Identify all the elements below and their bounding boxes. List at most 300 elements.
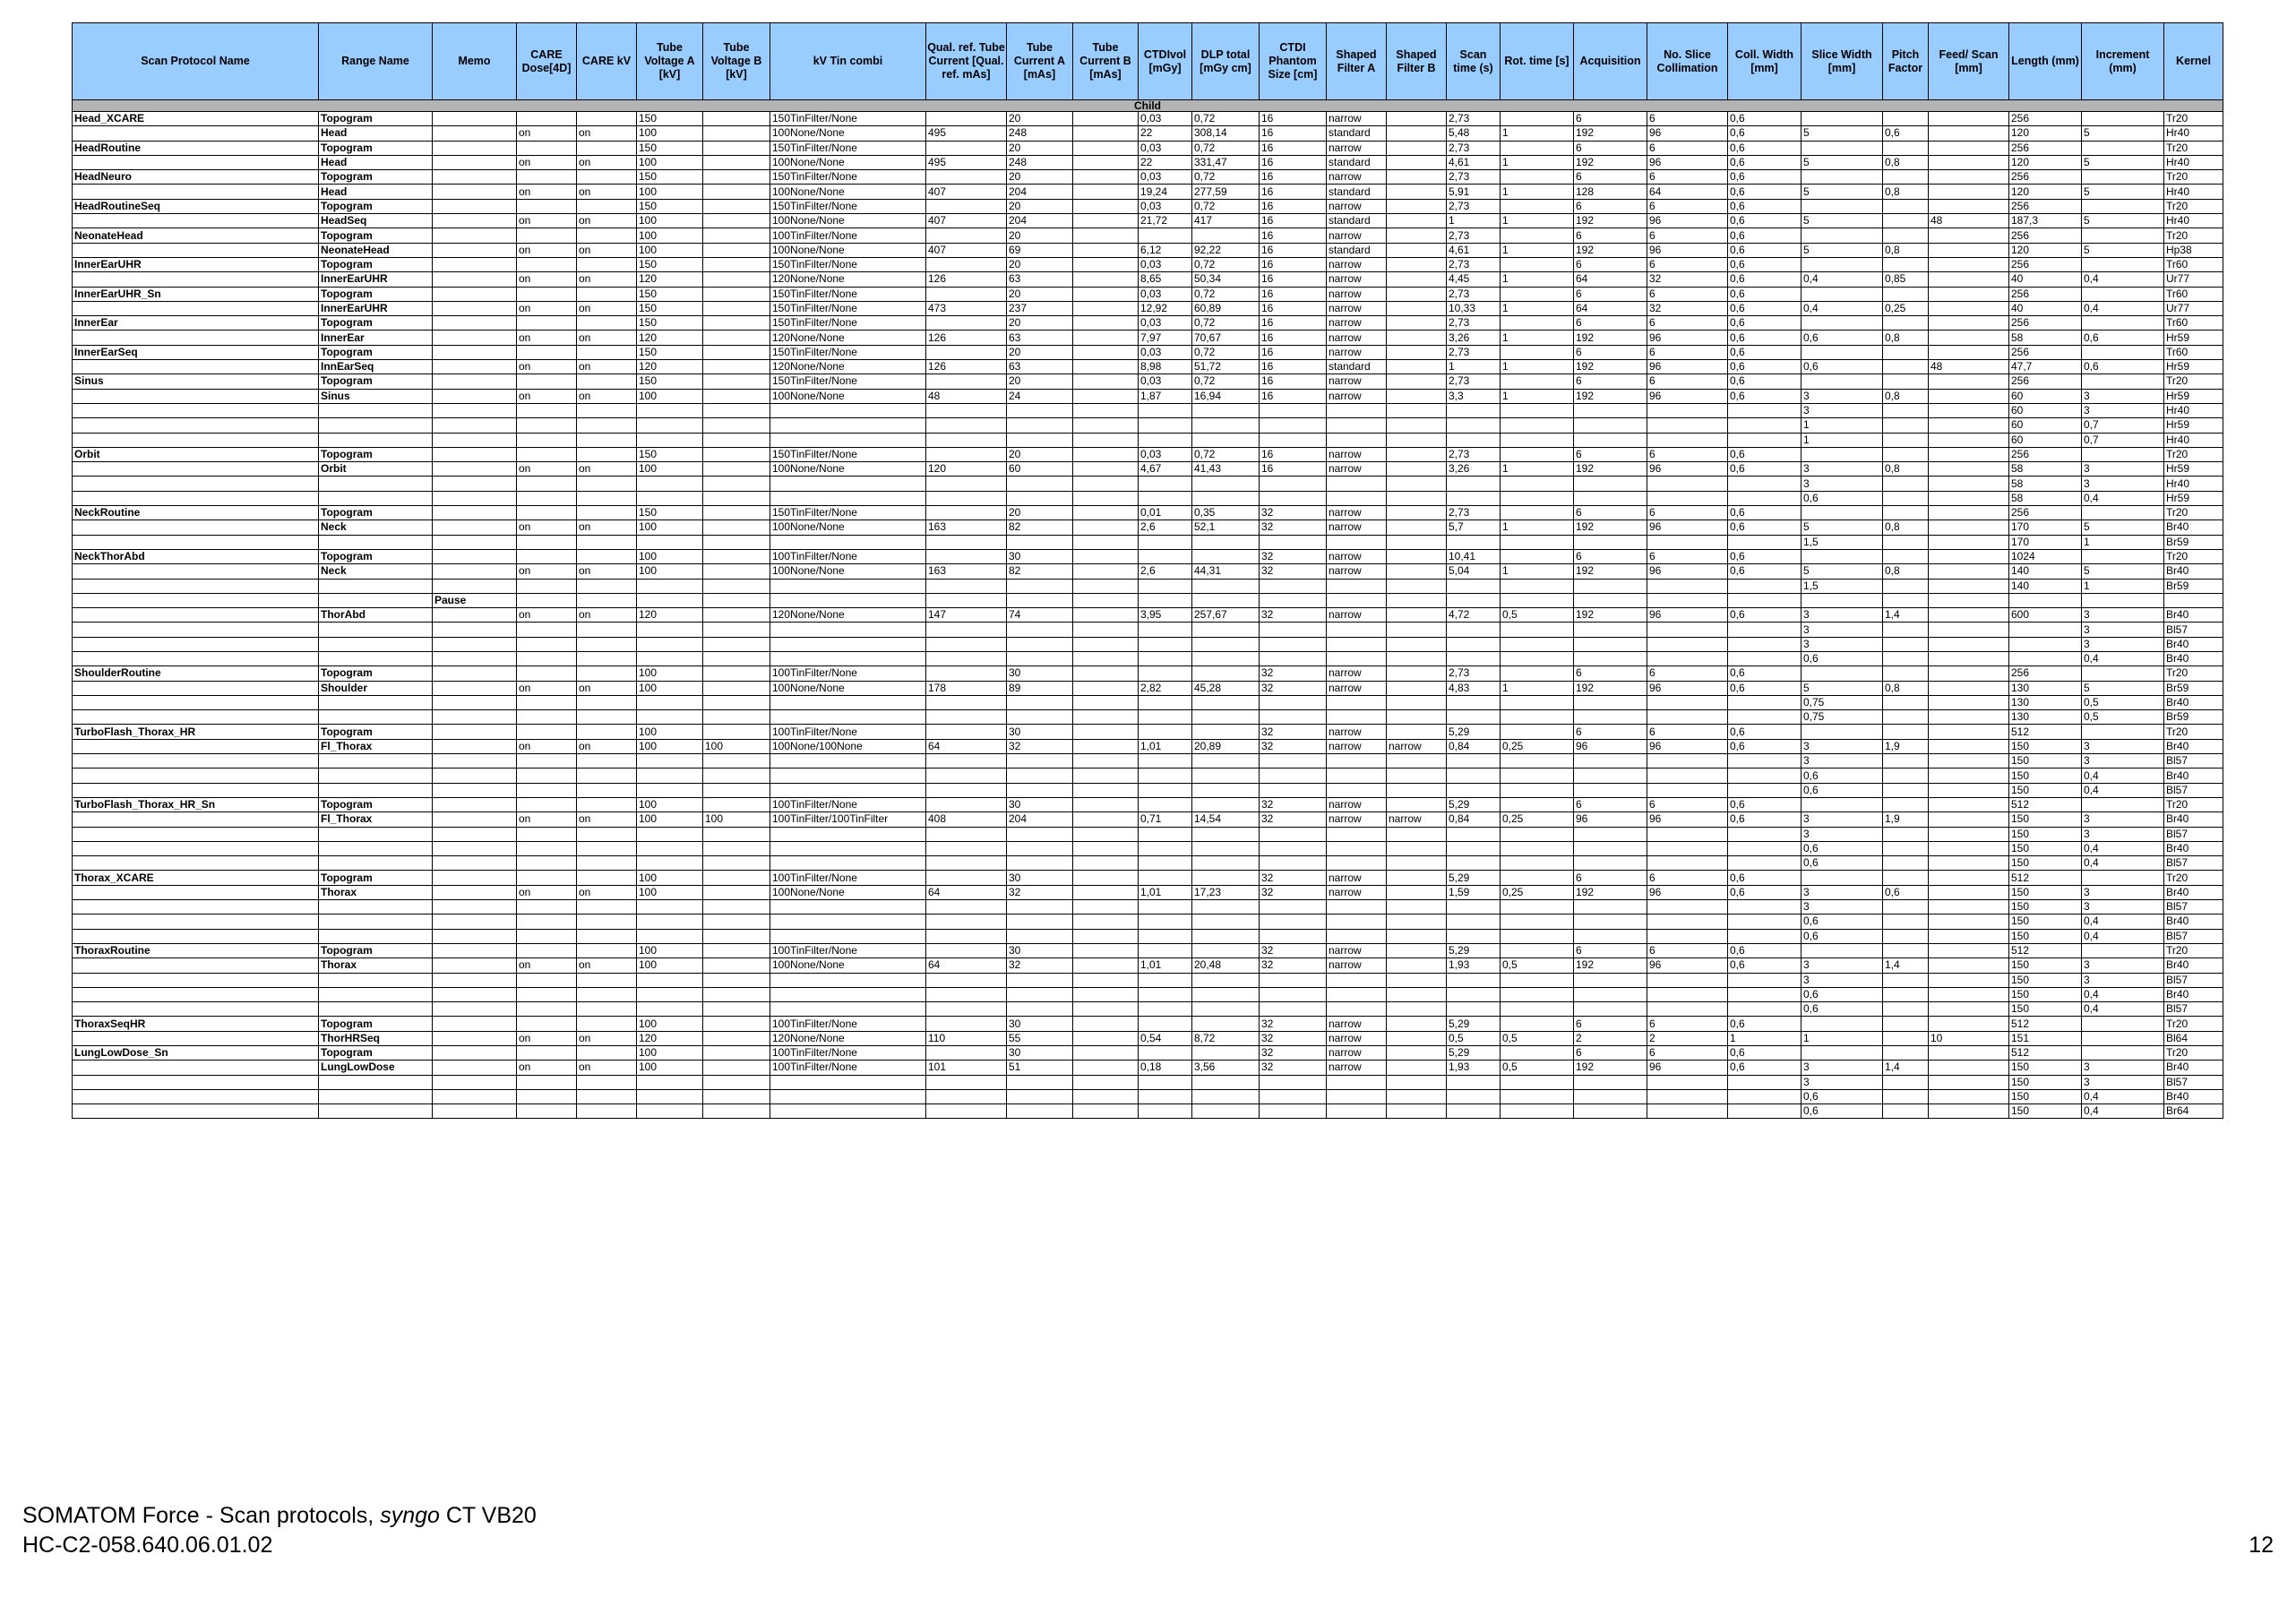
table-cell xyxy=(1387,900,1447,915)
table-cell xyxy=(1139,695,1192,709)
table-cell xyxy=(926,1002,1007,1017)
table-cell xyxy=(319,403,433,417)
table-cell: Tr20 xyxy=(2164,141,2223,155)
table-cell xyxy=(433,1075,517,1089)
table-cell xyxy=(1139,535,1192,549)
table-cell xyxy=(1501,477,1574,491)
table-row xyxy=(73,769,2223,783)
table-cell xyxy=(1327,623,1387,637)
table-cell xyxy=(1501,637,1574,651)
table-cell xyxy=(1387,623,1447,637)
table-cell xyxy=(577,491,637,505)
table-cell: 6 xyxy=(1574,374,1647,389)
table-cell: 32 xyxy=(1260,797,1327,812)
table-cell: 150TinFilter/None xyxy=(770,141,926,155)
table-cell: 16 xyxy=(1260,257,1327,271)
table-cell xyxy=(1073,1031,1139,1045)
table-cell xyxy=(1192,666,1260,681)
table-cell xyxy=(433,185,517,199)
table-cell xyxy=(1387,272,1447,287)
table-cell: 1 xyxy=(1802,418,1883,433)
table-cell xyxy=(770,491,926,505)
table-cell: Tr20 xyxy=(2164,112,2223,126)
table-cell xyxy=(1192,228,1260,243)
table-cell: on xyxy=(577,272,637,287)
table-cell xyxy=(926,141,1007,155)
table-cell xyxy=(1929,549,2009,563)
table-cell xyxy=(1883,491,1929,505)
table-cell xyxy=(73,243,319,257)
table-cell xyxy=(1260,929,1327,943)
column-header: CTDIvol [mGy] xyxy=(1139,23,1192,100)
table-cell xyxy=(517,973,577,987)
table-cell xyxy=(577,900,637,915)
table-cell: 0,6 xyxy=(1728,871,1802,885)
table-cell xyxy=(703,1089,770,1103)
table-cell xyxy=(433,987,517,1001)
table-cell: on xyxy=(577,331,637,345)
table-cell: 1 xyxy=(1501,331,1574,345)
table-cell xyxy=(1883,725,1929,739)
table-cell xyxy=(1073,900,1139,915)
table-cell xyxy=(1929,637,2009,651)
table-cell xyxy=(1574,651,1647,666)
table-cell xyxy=(1501,112,1574,126)
table-cell xyxy=(1501,666,1574,681)
table-cell: 4,72 xyxy=(1447,608,1501,623)
table-cell xyxy=(1073,272,1139,287)
table-cell xyxy=(1387,973,1447,987)
table-cell xyxy=(433,257,517,271)
table-cell xyxy=(73,1089,319,1103)
table-cell: 1,01 xyxy=(1139,885,1192,899)
table-cell: 1 xyxy=(1802,1031,1883,1045)
table-cell xyxy=(1007,1104,1073,1119)
table-cell xyxy=(637,623,703,637)
table-cell: 63 xyxy=(1007,331,1073,345)
column-header: Feed/ Scan [mm] xyxy=(1929,23,2009,100)
table-row xyxy=(73,491,2223,505)
table-cell: Hr59 xyxy=(2164,360,2223,374)
table-cell: 0,6 xyxy=(1728,389,1802,403)
table-cell xyxy=(1574,695,1647,709)
table-cell: 100 xyxy=(637,214,703,228)
table-cell xyxy=(703,1002,770,1017)
table-cell: 5,7 xyxy=(1447,520,1501,535)
table-cell: 0,72 xyxy=(1192,112,1260,126)
table-row xyxy=(73,651,2223,666)
table-cell: 3 xyxy=(1802,885,1883,899)
table-cell xyxy=(1073,623,1139,637)
table-cell: 150 xyxy=(637,199,703,213)
table-cell xyxy=(637,433,703,447)
table-cell: narrow xyxy=(1327,170,1387,185)
table-cell: 0,71 xyxy=(1139,812,1192,827)
table-cell xyxy=(73,841,319,855)
table-cell xyxy=(2082,112,2164,126)
table-cell xyxy=(1728,987,1802,1001)
table-cell: 178 xyxy=(926,681,1007,695)
table-cell: 1 xyxy=(1447,214,1501,228)
table-cell: 0,4 xyxy=(2082,1002,2164,1017)
table-cell xyxy=(703,1075,770,1089)
table-cell xyxy=(433,710,517,725)
table-row xyxy=(73,360,2223,374)
table-cell: Br40 xyxy=(2164,739,2223,753)
table-cell xyxy=(1260,973,1327,987)
table-row xyxy=(73,257,2223,271)
table-row xyxy=(73,841,2223,855)
table-cell xyxy=(1073,812,1139,827)
table-cell: 3,56 xyxy=(1192,1061,1260,1075)
column-header: Tube Current B [mAs] xyxy=(1073,23,1139,100)
table-cell xyxy=(1260,900,1327,915)
table-cell: 0,6 xyxy=(1728,243,1802,257)
table-cell xyxy=(1929,345,2009,359)
table-cell: 150 xyxy=(2009,987,2082,1001)
table-cell xyxy=(1073,316,1139,331)
table-cell xyxy=(1929,126,2009,141)
table-cell xyxy=(73,651,319,666)
table-cell xyxy=(73,739,319,753)
table-cell xyxy=(577,345,637,359)
table-cell xyxy=(1139,943,1192,957)
table-cell: on xyxy=(577,1031,637,1045)
table-cell xyxy=(1447,1089,1501,1103)
table-cell: 6 xyxy=(1647,725,1728,739)
table-cell: 150TinFilter/None xyxy=(770,301,926,315)
table-cell: Hr40 xyxy=(2164,126,2223,141)
table-cell xyxy=(1647,623,1728,637)
table-cell: 192 xyxy=(1574,520,1647,535)
table-cell xyxy=(1007,1075,1073,1089)
table-cell: 2,73 xyxy=(1447,141,1501,155)
table-cell: 0,6 xyxy=(1728,1017,1802,1031)
table-cell xyxy=(577,579,637,593)
table-cell xyxy=(1073,112,1139,126)
table-cell xyxy=(1929,403,2009,417)
table-cell: 3 xyxy=(1802,462,1883,477)
table-cell: Head_XCARE xyxy=(73,112,319,126)
table-cell xyxy=(2164,593,2223,607)
table-cell: 0,72 xyxy=(1192,345,1260,359)
table-cell xyxy=(637,593,703,607)
table-cell: 120 xyxy=(637,360,703,374)
table-cell: Topogram xyxy=(319,141,433,155)
table-cell xyxy=(926,1017,1007,1031)
table-cell: Tr20 xyxy=(2164,871,2223,885)
table-cell: 163 xyxy=(926,520,1007,535)
table-cell: 58 xyxy=(2009,491,2082,505)
table-cell xyxy=(1883,112,1929,126)
table-cell: 100 xyxy=(637,1046,703,1061)
table-row xyxy=(73,374,2223,389)
table-cell xyxy=(1327,915,1387,929)
table-cell xyxy=(433,651,517,666)
table-cell: 3 xyxy=(1802,754,1883,769)
table-cell: 512 xyxy=(2009,1017,2082,1031)
table-cell: 1 xyxy=(1501,243,1574,257)
table-cell: 64 xyxy=(926,739,1007,753)
table-cell: 16 xyxy=(1260,141,1327,155)
table-cell xyxy=(1883,345,1929,359)
table-cell: 0,6 xyxy=(1728,739,1802,753)
table-cell: 5 xyxy=(2082,185,2164,199)
table-cell: 126 xyxy=(926,360,1007,374)
table-cell xyxy=(433,491,517,505)
table-cell xyxy=(1007,579,1073,593)
table-cell xyxy=(1802,725,1883,739)
table-cell: 150 xyxy=(2009,1061,2082,1075)
table-cell: 16 xyxy=(1260,243,1327,257)
table-cell xyxy=(517,374,577,389)
table-cell: 0,8 xyxy=(1883,462,1929,477)
table-cell: Bl57 xyxy=(2164,900,2223,915)
document-title xyxy=(22,1502,537,1529)
table-cell: 3 xyxy=(2082,477,2164,491)
table-cell xyxy=(1007,593,1073,607)
table-cell: 256 xyxy=(2009,666,2082,681)
table-cell xyxy=(517,287,577,301)
table-cell xyxy=(1802,345,1883,359)
table-row xyxy=(73,447,2223,461)
table-cell: 100TinFilter/None xyxy=(770,871,926,885)
table-cell: 0,84 xyxy=(1447,739,1501,753)
table-cell: ThorHRSeq xyxy=(319,1031,433,1045)
table-cell: InnerEar xyxy=(319,331,433,345)
table-cell xyxy=(1728,433,1802,447)
table-cell xyxy=(1073,885,1139,899)
table-cell xyxy=(1387,754,1447,769)
table-cell: Topogram xyxy=(319,797,433,812)
table-cell: on xyxy=(517,564,577,579)
table-cell xyxy=(1929,389,2009,403)
table-cell xyxy=(2082,593,2164,607)
table-cell xyxy=(1647,856,1728,871)
table-cell xyxy=(1007,973,1073,987)
table-cell: 0,03 xyxy=(1139,316,1192,331)
table-cell: 0,18 xyxy=(1139,1061,1192,1075)
table-cell xyxy=(1929,155,2009,169)
table-cell xyxy=(637,900,703,915)
table-cell: 192 xyxy=(1574,608,1647,623)
table-cell xyxy=(1139,666,1192,681)
table-cell xyxy=(1192,491,1260,505)
table-cell: Tr20 xyxy=(2164,199,2223,213)
table-cell xyxy=(433,1017,517,1031)
table-cell xyxy=(703,666,770,681)
table-header-row xyxy=(73,23,2223,100)
table-cell xyxy=(517,579,577,593)
table-cell xyxy=(2082,506,2164,520)
table-cell xyxy=(1929,1104,2009,1119)
table-cell: 192 xyxy=(1574,1061,1647,1075)
table-cell xyxy=(1647,1089,1728,1103)
table-cell: on xyxy=(577,564,637,579)
table-cell: 2,73 xyxy=(1447,374,1501,389)
table-cell xyxy=(1929,462,2009,477)
table-cell: on xyxy=(577,214,637,228)
table-cell xyxy=(703,228,770,243)
table-cell xyxy=(1387,608,1447,623)
table-cell xyxy=(1501,491,1574,505)
table-cell xyxy=(1929,856,2009,871)
table-cell xyxy=(1327,900,1387,915)
table-cell: 0,72 xyxy=(1192,447,1260,461)
table-cell: 89 xyxy=(1007,681,1073,695)
table-cell: narrow xyxy=(1387,739,1447,753)
table-cell xyxy=(517,257,577,271)
table-cell xyxy=(1929,477,2009,491)
table-cell: 20 xyxy=(1007,447,1073,461)
table-cell xyxy=(1728,900,1802,915)
table-cell xyxy=(1073,228,1139,243)
table-cell: 0,6 xyxy=(1802,856,1883,871)
table-cell xyxy=(637,1075,703,1089)
table-cell xyxy=(1929,1017,2009,1031)
table-cell xyxy=(1929,769,2009,783)
table-cell: 1,93 xyxy=(1447,958,1501,973)
table-cell: InnerEarUHR_Sn xyxy=(73,287,319,301)
table-cell: 21,72 xyxy=(1139,214,1192,228)
table-cell xyxy=(1073,608,1139,623)
table-cell xyxy=(319,754,433,769)
table-cell xyxy=(637,973,703,987)
table-row xyxy=(73,579,2223,593)
table-cell: 0,4 xyxy=(1802,272,1883,287)
table-cell xyxy=(1883,199,1929,213)
table-cell xyxy=(1929,900,2009,915)
table-cell: 51 xyxy=(1007,1061,1073,1075)
table-cell: 150TinFilter/None xyxy=(770,199,926,213)
table-cell: 417 xyxy=(1192,214,1260,228)
table-cell xyxy=(1883,797,1929,812)
table-cell: 0,6 xyxy=(1728,725,1802,739)
table-cell xyxy=(433,1061,517,1075)
table-cell xyxy=(1192,403,1260,417)
table-cell: InnerEarSeq xyxy=(73,345,319,359)
table-cell: 16 xyxy=(1260,214,1327,228)
table-cell: 150 xyxy=(2009,1089,2082,1103)
table-cell xyxy=(577,1017,637,1031)
table-cell: NeonateHead xyxy=(73,228,319,243)
table-cell xyxy=(1387,871,1447,885)
table-cell xyxy=(1387,783,1447,797)
table-cell: narrow xyxy=(1327,885,1387,899)
table-cell xyxy=(1387,112,1447,126)
table-cell: 150 xyxy=(637,345,703,359)
table-cell: 5 xyxy=(2082,243,2164,257)
column-header: Tube Voltage B [kV] xyxy=(703,23,770,100)
table-cell xyxy=(926,257,1007,271)
table-cell: 150 xyxy=(2009,929,2082,943)
table-cell: 100TinFilter/None xyxy=(770,725,926,739)
table-cell: 60 xyxy=(1007,462,1073,477)
table-cell xyxy=(1929,112,2009,126)
table-cell: 150 xyxy=(2009,958,2082,973)
table-cell: 6 xyxy=(1647,141,1728,155)
table-cell: narrow xyxy=(1327,797,1387,812)
table-cell xyxy=(1929,228,2009,243)
table-cell xyxy=(1728,710,1802,725)
table-cell xyxy=(2082,943,2164,957)
table-cell: 16 xyxy=(1260,112,1327,126)
table-cell: 512 xyxy=(2009,797,2082,812)
table-cell xyxy=(1929,841,2009,855)
table-cell xyxy=(637,695,703,709)
table-cell: 82 xyxy=(1007,520,1073,535)
table-cell: 16 xyxy=(1260,126,1327,141)
table-cell xyxy=(1139,477,1192,491)
table-cell xyxy=(703,958,770,973)
table-cell xyxy=(433,623,517,637)
table-cell: 45,28 xyxy=(1192,681,1260,695)
table-cell xyxy=(703,929,770,943)
table-cell: 3 xyxy=(1802,389,1883,403)
table-cell xyxy=(703,725,770,739)
table-cell: 1 xyxy=(1501,360,1574,374)
table-cell xyxy=(433,1002,517,1017)
table-row xyxy=(73,199,2223,213)
table-cell xyxy=(703,871,770,885)
table-cell xyxy=(1073,447,1139,461)
table-cell: 150 xyxy=(2009,812,2082,827)
table-cell xyxy=(1073,637,1139,651)
table-cell: 6 xyxy=(1647,374,1728,389)
table-cell xyxy=(637,579,703,593)
table-cell xyxy=(1327,491,1387,505)
table-cell: 2,73 xyxy=(1447,228,1501,243)
table-cell xyxy=(433,403,517,417)
table-cell xyxy=(517,141,577,155)
table-cell xyxy=(577,141,637,155)
table-row xyxy=(73,1002,2223,1017)
table-cell: 3,26 xyxy=(1447,462,1501,477)
table-cell xyxy=(517,433,577,447)
table-cell xyxy=(1007,433,1073,447)
table-cell: 32 xyxy=(1260,564,1327,579)
table-cell xyxy=(1192,973,1260,987)
table-cell xyxy=(1073,1104,1139,1119)
table-cell xyxy=(319,418,433,433)
table-cell xyxy=(433,725,517,739)
table-cell: on xyxy=(517,155,577,169)
table-cell xyxy=(1501,447,1574,461)
table-cell xyxy=(1501,418,1574,433)
table-row xyxy=(73,403,2223,417)
table-cell: 0,4 xyxy=(1802,301,1883,315)
table-cell: on xyxy=(517,185,577,199)
table-cell xyxy=(433,812,517,827)
table-cell: 1 xyxy=(1501,389,1574,403)
table-cell xyxy=(1073,739,1139,753)
table-cell xyxy=(1139,1089,1192,1103)
table-cell xyxy=(1073,973,1139,987)
group-row xyxy=(73,100,2223,112)
table-cell xyxy=(770,651,926,666)
table-cell xyxy=(703,681,770,695)
table-cell: 4,45 xyxy=(1447,272,1501,287)
column-header: Length (mm) xyxy=(2009,23,2082,100)
table-cell xyxy=(703,1031,770,1045)
table-cell: 19,24 xyxy=(1139,185,1192,199)
table-cell xyxy=(770,841,926,855)
table-cell xyxy=(1073,856,1139,871)
table-cell: 3 xyxy=(2082,900,2164,915)
table-row xyxy=(73,185,2223,199)
table-cell: 6 xyxy=(1647,447,1728,461)
table-cell: 20 xyxy=(1007,228,1073,243)
